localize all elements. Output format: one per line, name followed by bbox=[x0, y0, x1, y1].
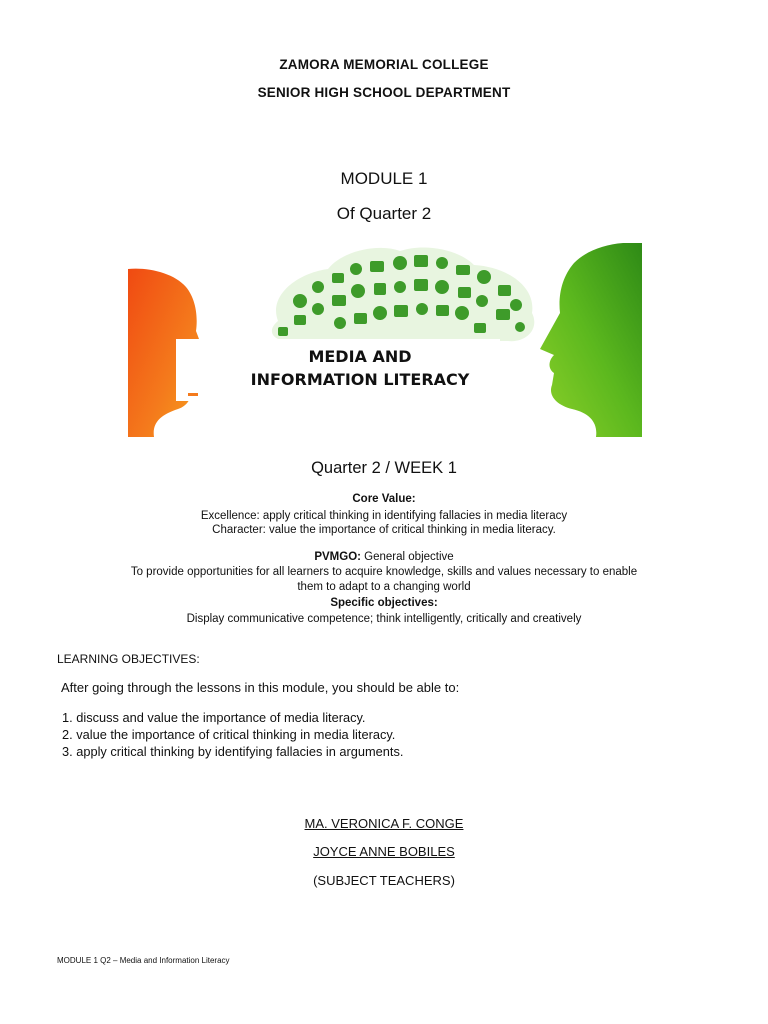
quarter-subtitle: Of Quarter 2 bbox=[336, 204, 432, 223]
pvmgo-text-2: them to adapt to a changing world bbox=[297, 581, 471, 593]
banner-title bbox=[218, 345, 502, 391]
teacher-name-2: JOYCE ANNE BOBILES bbox=[313, 844, 455, 859]
list-item: 1. discuss and value the importance of media literacy. bbox=[62, 710, 366, 725]
core-value-heading: Core Value: bbox=[352, 493, 416, 505]
learning-objectives-intro: After going through the lessons in this module, you should be able to: bbox=[61, 680, 460, 695]
module-title: MODULE 1 bbox=[340, 169, 428, 188]
list-item: 3. apply critical thinking by identifying fallacies in arguments. bbox=[62, 744, 404, 759]
pvmgo-label: PVMGO: bbox=[314, 551, 361, 563]
specific-objectives-text: Display communicative competence; think intelligently, critically and creatively bbox=[186, 613, 582, 625]
pvmgo-line bbox=[0, 550, 768, 564]
media-icons-cloud bbox=[272, 247, 534, 341]
learning-objectives-heading: LEARNING OBJECTIVES: bbox=[57, 652, 200, 666]
right-head-silhouette bbox=[540, 243, 642, 437]
list-item: 2. value the importance of critical thinking in media literacy. bbox=[62, 727, 396, 742]
department-name: SENIOR HIGH SCHOOL DEPARTMENT bbox=[257, 85, 511, 100]
learning-objectives-list bbox=[62, 709, 403, 760]
banner-title-line1: MEDIA AND bbox=[308, 347, 412, 366]
teachers-role: (SUBJECT TEACHERS) bbox=[313, 873, 455, 888]
page-footer: MODULE 1 Q2 – Media and Information Literacy bbox=[57, 956, 230, 965]
specific-objectives-heading: Specific objectives: bbox=[330, 597, 438, 609]
core-value-character: Character: value the importance of critical thinking in media literacy. bbox=[212, 524, 556, 536]
college-name: ZAMORA MEMORIAL COLLEGE bbox=[279, 57, 489, 72]
banner-title-line2: INFORMATION LITERACY bbox=[250, 370, 470, 389]
media-literacy-banner bbox=[128, 243, 642, 437]
pvmgo-text-1: To provide opportunities for all learners to acquire knowledge, skills and values necessary to enable bbox=[130, 566, 638, 578]
teacher-name-1: MA. VERONICA F. CONGE bbox=[304, 816, 464, 831]
pvmgo-general: General objective bbox=[364, 551, 454, 563]
core-value-excellence: Excellence: apply critical thinking in identifying fallacies in media literacy bbox=[200, 510, 568, 522]
week-heading: Quarter 2 / WEEK 1 bbox=[311, 459, 457, 477]
